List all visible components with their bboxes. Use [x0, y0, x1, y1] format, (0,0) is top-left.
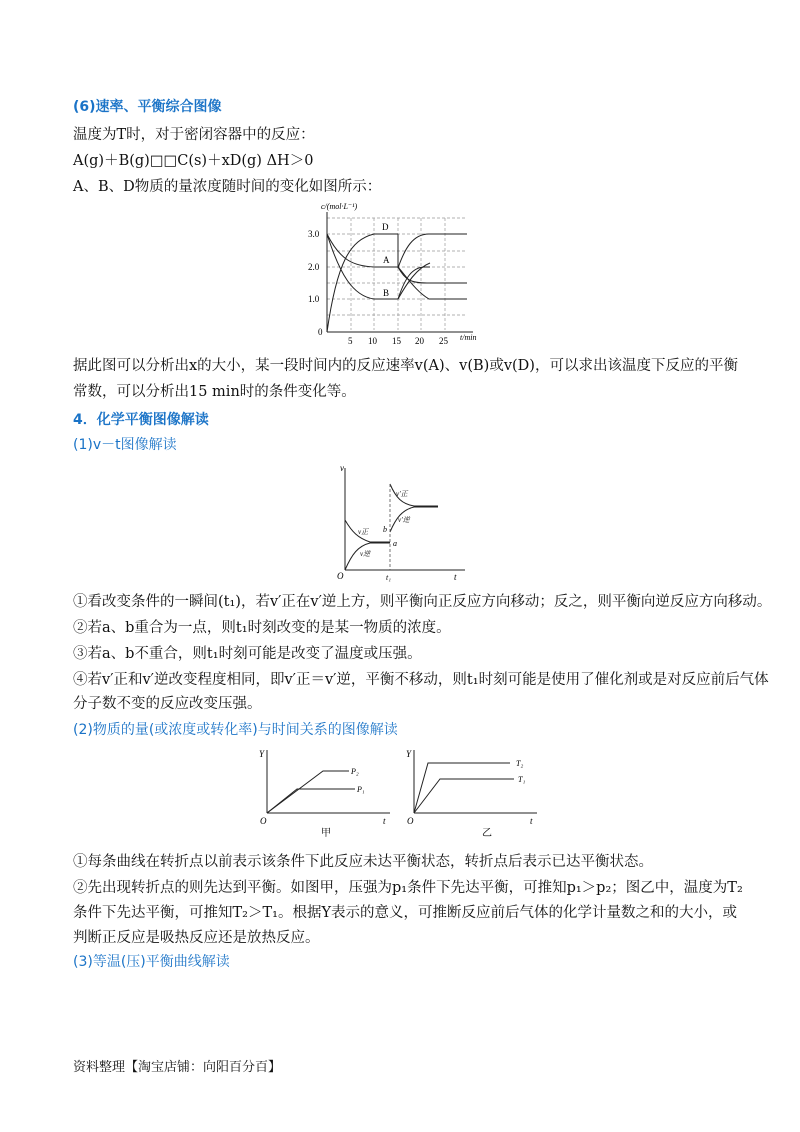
y-axis-label: v: [340, 463, 344, 473]
subsection-3-title: (3)等温(压)平衡曲线解读: [73, 954, 230, 970]
list2-item2-line3: 判断正反应是吸热反应还是放热反应。: [73, 930, 320, 946]
x-axis-label: t/min: [460, 333, 477, 342]
origin-label: O: [407, 816, 414, 826]
curve-t2: [414, 763, 510, 813]
subsection-2-title: (2)物质的量(或浓度或转化率)与时间关系的图像解读: [73, 722, 398, 738]
caption-jia: 甲: [321, 828, 331, 839]
curve-a: [327, 234, 467, 283]
list1-item3: ③若a、b不重合，则t₁时刻可能是改变了温度或压强。: [73, 646, 422, 662]
list2-item2-line2: 条件下先达平衡，可推知T₂＞T₁。根据Y表示的意义，可推断反应前后气体的化学计量数之和的大小，或: [73, 905, 738, 921]
footer-note: 资料整理【淘宝店铺：向阳百分百】: [73, 1060, 282, 1075]
v-zheng-label: v正: [358, 528, 369, 536]
x-axis-label: t: [530, 816, 533, 826]
point-b-label: b: [383, 525, 387, 534]
x-tick-25: 25: [439, 336, 448, 346]
curve-b-label: B: [383, 288, 390, 298]
t1-label: T₁: [518, 775, 526, 784]
curve-d-label: D: [382, 222, 389, 232]
velocity-time-figure: [330, 462, 470, 590]
x-axis-label: t: [383, 816, 386, 826]
vp-zheng-label: v′正: [396, 490, 408, 498]
curve-b-arrow: [398, 263, 430, 299]
pressure-figure-jia: [255, 745, 395, 840]
grid-lines: [327, 218, 467, 330]
paragraph-analysis-2: 常数，可以分析出15 min时的条件变化等。: [73, 384, 356, 400]
y-tick-2: 2.0: [308, 262, 320, 272]
y-tick-1: 1.0: [308, 294, 320, 304]
concentration-time-figure: [305, 200, 490, 350]
list1-item4-line2: 分子数不变的反应改变压强。: [73, 696, 262, 712]
y-axis-label: c/(mol·L⁻¹): [321, 202, 358, 211]
t2-label: T₂: [516, 759, 524, 768]
section-6-title: (6)速率、平衡综合图像: [73, 99, 222, 115]
origin-label: O: [337, 571, 344, 581]
paragraph-temperature: 温度为T时，对于密闭容器中的反应：: [73, 127, 315, 143]
x-axis-label: t: [454, 572, 457, 582]
vp-ni-label: v′逆: [398, 516, 410, 524]
paragraph-concentration: A、B、D物质的量浓度随时间的变化如图所示：: [73, 179, 382, 195]
p1-label: P₁: [357, 785, 365, 794]
origin-label: O: [260, 816, 267, 826]
curve-p1: [267, 789, 355, 813]
x-tick-5: 5: [348, 336, 353, 346]
y-tick-3: 3.0: [308, 229, 320, 239]
x-tick-15: 15: [392, 336, 401, 346]
list1-item4-line1: ④若v′正和v′逆改变程度相同，即v′正＝v′逆，平衡不移动，则t₁时刻可能是使用了催化剂或是对反应前后气体: [73, 672, 769, 688]
t1-label: t₁: [386, 573, 392, 582]
list2-item2-line1: ②先出现转折点的则先达到平衡。如图甲，压强为p₁条件下先达平衡，可推知p₁＞p₂；图乙中，温度为T₂: [73, 880, 743, 896]
subsection-1-title: (1)v－t图像解读: [73, 437, 177, 453]
section-4-title: 4．化学平衡图像解读: [73, 412, 209, 428]
list1-item2: ②若a、b重合为一点，则t₁时刻改变的是某一物质的浓度。: [73, 620, 451, 636]
paragraph-analysis-1: 据此图可以分析出x的大小，某一段时间内的反应速率v(A)、v(B)或v(D)，可以求出该温度下反应的平衡: [73, 358, 738, 374]
y-axis-label: Y: [406, 749, 412, 759]
reaction-equation: A(g)＋B(g)□□C(s)＋xD(g) ΔH＞0: [73, 153, 314, 169]
temperature-figure-yi: [402, 745, 542, 840]
caption-yi: 乙: [482, 828, 492, 839]
y-tick-0: 0: [318, 327, 323, 337]
v-ni-label: v逆: [360, 550, 371, 558]
curve-p2: [267, 771, 349, 813]
y-axis-label: Y: [259, 749, 265, 759]
x-tick-10: 10: [368, 336, 377, 346]
point-a-label: a: [393, 539, 397, 548]
curve-a-label: A: [383, 255, 390, 265]
p2-label: P₂: [351, 767, 359, 776]
list2-item1: ①每条曲线在转折点以前表示该条件下此反应未达平衡状态，转折点后表示已达平衡状态。: [73, 854, 653, 870]
list1-item1: ①看改变条件的一瞬间(t₁)，若v′正在v′逆上方，则平衡向正反应方向移动；反之，则平衡向逆反应方向移动。: [73, 594, 772, 610]
x-tick-20: 20: [415, 336, 424, 346]
curve-t1: [414, 779, 514, 813]
